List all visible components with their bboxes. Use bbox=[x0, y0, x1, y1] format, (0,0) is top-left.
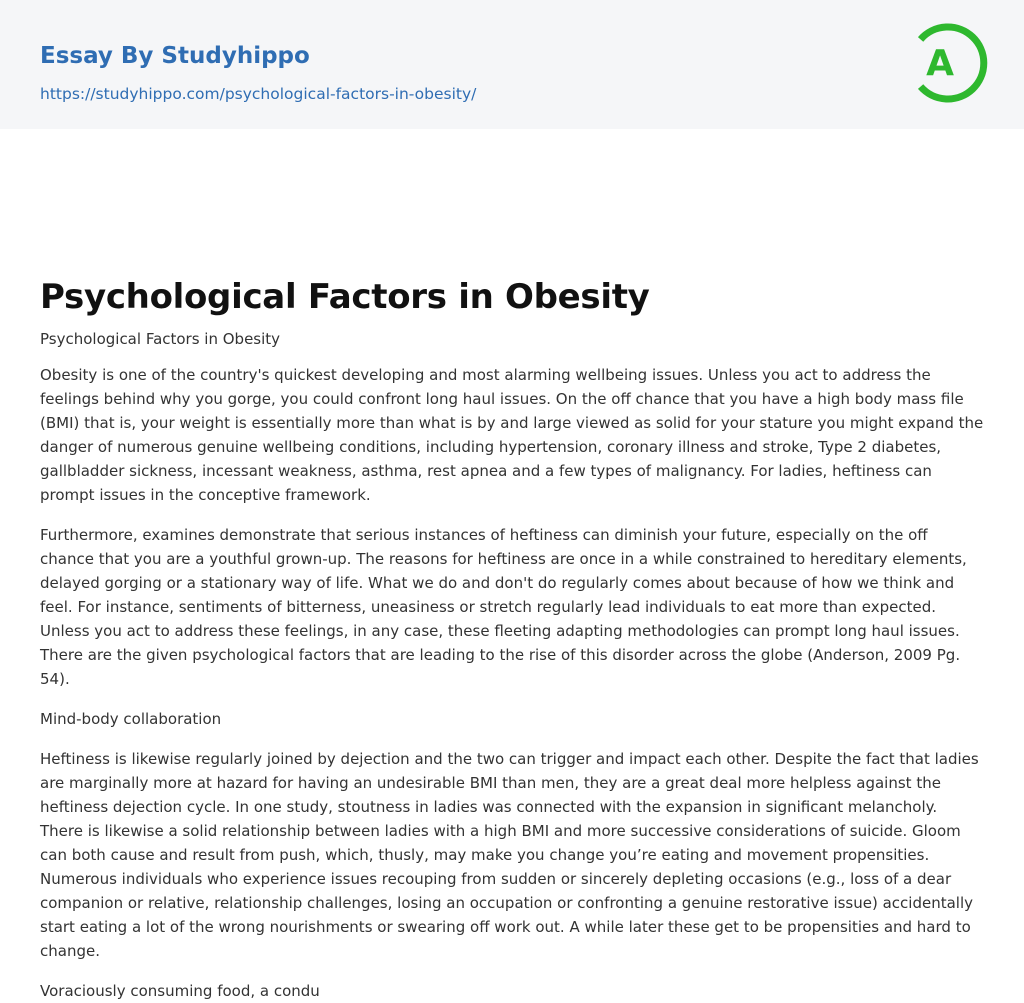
article-subtitle: Psychological Factors in Obesity bbox=[40, 330, 281, 348]
site-header bbox=[0, 0, 1024, 129]
section-heading-mind-body: Mind-body collaboration bbox=[40, 710, 222, 728]
studyhippo-logo-icon[interactable] bbox=[910, 18, 990, 108]
logo-letter: A bbox=[926, 43, 954, 84]
paragraph-3: Heftiness is likewise regularly joined by dejection and the two can trigger and impact each other. Despite the fact that ladies are marginally more at hazard for having an undesirable BMI than men, they are a great deal more helpless against the heftiness dejection cycle. In one study, stoutness in ladies was connected with the expansion in significant melancholy. There is likewise a solid relationship between ladies with a high BMI and more successive considerations of suicide. Gloom can both cause and result from push, which, thusly, may make you change you’re eating and movement propensities. Numerous individuals who experience issues recouping from sudden or sincerely depleting occasions (e.g., loss of a dear companion or relative, relationship challenges, losing an occupation or confronting a genuine restorative issue) accidentally start eating a lot of the wrong nourishments or swearing off work out. A while later these get to be propensities and hard to change. bbox=[40, 750, 979, 960]
brand-title[interactable]: Essay By Studyhippo bbox=[40, 43, 310, 69]
source-url-link[interactable]: https://studyhippo.com/psychological-factors-in-obesity/ bbox=[40, 85, 477, 103]
page-title: Psychological Factors in Obesity bbox=[40, 277, 650, 317]
paragraph-2: Furthermore, examines demonstrate that serious instances of heftiness can diminish your future, especially on the off chance that you are a youthful grown-up. The reasons for heftiness are once in a while constrained to hereditary elements, delayed gorging or a stationary way of life. What we do and don't do regularly comes about because of how we think and feel. For instance, sentiments of bitterness, uneasiness or stretch regularly lead individuals to eat more than expected. Unless you act to address these feelings, in any case, these fleeting adapting methodologies can prompt long haul issues. There are the given psychological factors that are leading to the rise of this disorder across the globe (Anderson, 2009 Pg. 54). bbox=[40, 526, 967, 688]
article-body bbox=[0, 129, 1024, 1003]
paragraph-4-truncated: Voraciously consuming food, a condu bbox=[40, 982, 320, 1000]
paragraph-1: Obesity is one of the country's quickest developing and most alarming wellbeing issues. Unless you act to address the feelings behind why you gorge, you could confront long haul issues. On the off chance that you have a high body mass file (BMI) that is, your weight is essentially more than what is by and large viewed as solid for your stature you might expand the danger of numerous genuine wellbeing conditions, including hypertension, coronary illness and stroke, Type 2 diabetes, gallbladder sickness, incessant weakness, asthma, rest apnea and a few types of malignancy. For ladies, heftiness can prompt issues in the conceptive framework. bbox=[40, 366, 984, 504]
